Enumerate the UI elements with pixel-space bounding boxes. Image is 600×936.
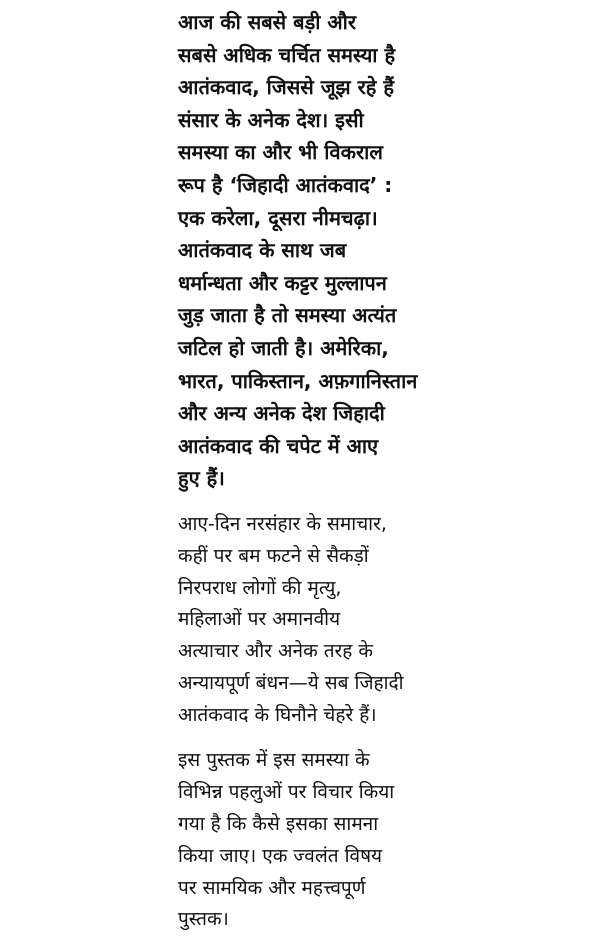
- text-line: समस्या का और भी विकराल: [178, 140, 383, 165]
- text-line: आतंकवाद के साथ जब: [178, 238, 347, 263]
- text-line: इस पुस्तक में इस समस्या के: [178, 749, 370, 772]
- text-line: एक करेला, दूसरा नीमचढ़ा।: [178, 205, 378, 230]
- text-line: पर सामयिक और महत्त्वपूर्ण: [178, 876, 366, 899]
- text-line: कहीं पर बम फटने से सैकड़ों: [178, 544, 369, 567]
- text-line: जटिल हो जाती है। अमेरिका,: [178, 335, 389, 360]
- text-line: आज की सबसे बड़ी और: [178, 10, 357, 34]
- text-line: रूप है ‘जिहादी आतंकवाद’ :: [178, 172, 393, 197]
- paragraph-examples: [178, 509, 588, 732]
- paragraph-gap: [178, 495, 588, 509]
- text-line: आए-दिन नरसंहार के समाचार,: [178, 512, 387, 535]
- blurb-text: [178, 6, 588, 936]
- text-line: महिलाओं पर अमानवीय: [178, 608, 341, 631]
- text-line: आतंकवाद, जिससे जूझ रहे हैं: [178, 75, 395, 100]
- text-line: किया जाए। एक ज्वलंत विषय: [178, 844, 383, 867]
- text-line: निरपराध लोगों की मृत्यु,: [178, 576, 342, 599]
- text-line: अत्याचार और अनेक तरह के: [178, 640, 374, 663]
- text-line: जुड़ जाता है तो समस्या अत्यंत: [178, 303, 397, 328]
- text-line: हुए हैं।: [178, 466, 225, 491]
- text-line: भारत, पाकिस्तान, अफ़गानिस्तान: [178, 368, 418, 393]
- text-line: विभिन्न पहलुओं पर विचार किया: [178, 781, 395, 804]
- text-line: गया है कि कैसे इसका सामना: [178, 813, 379, 836]
- text-line: संसार के अनेक देश। इसी: [178, 107, 364, 132]
- paragraph-gap: [178, 731, 588, 745]
- text-line: आतंकवाद के घिनौने चेहरे हैं।: [178, 703, 377, 726]
- text-line: सबसे अधिक चर्चित समस्या है: [178, 42, 396, 67]
- text-line: धर्मान्धता और कट्टर मुल्लापन: [178, 270, 387, 295]
- text-line: और अन्य अनेक देश जिहादी: [178, 401, 385, 426]
- paragraph-intro: [178, 6, 588, 495]
- text-line: आतंकवाद की चपेट में आए: [178, 433, 379, 458]
- text-line: पुस्तक।: [178, 908, 229, 931]
- text-line: अन्यायपूर्ण बंधन—ये सब जिहादी: [178, 671, 404, 694]
- paragraph-about-book: [178, 745, 588, 936]
